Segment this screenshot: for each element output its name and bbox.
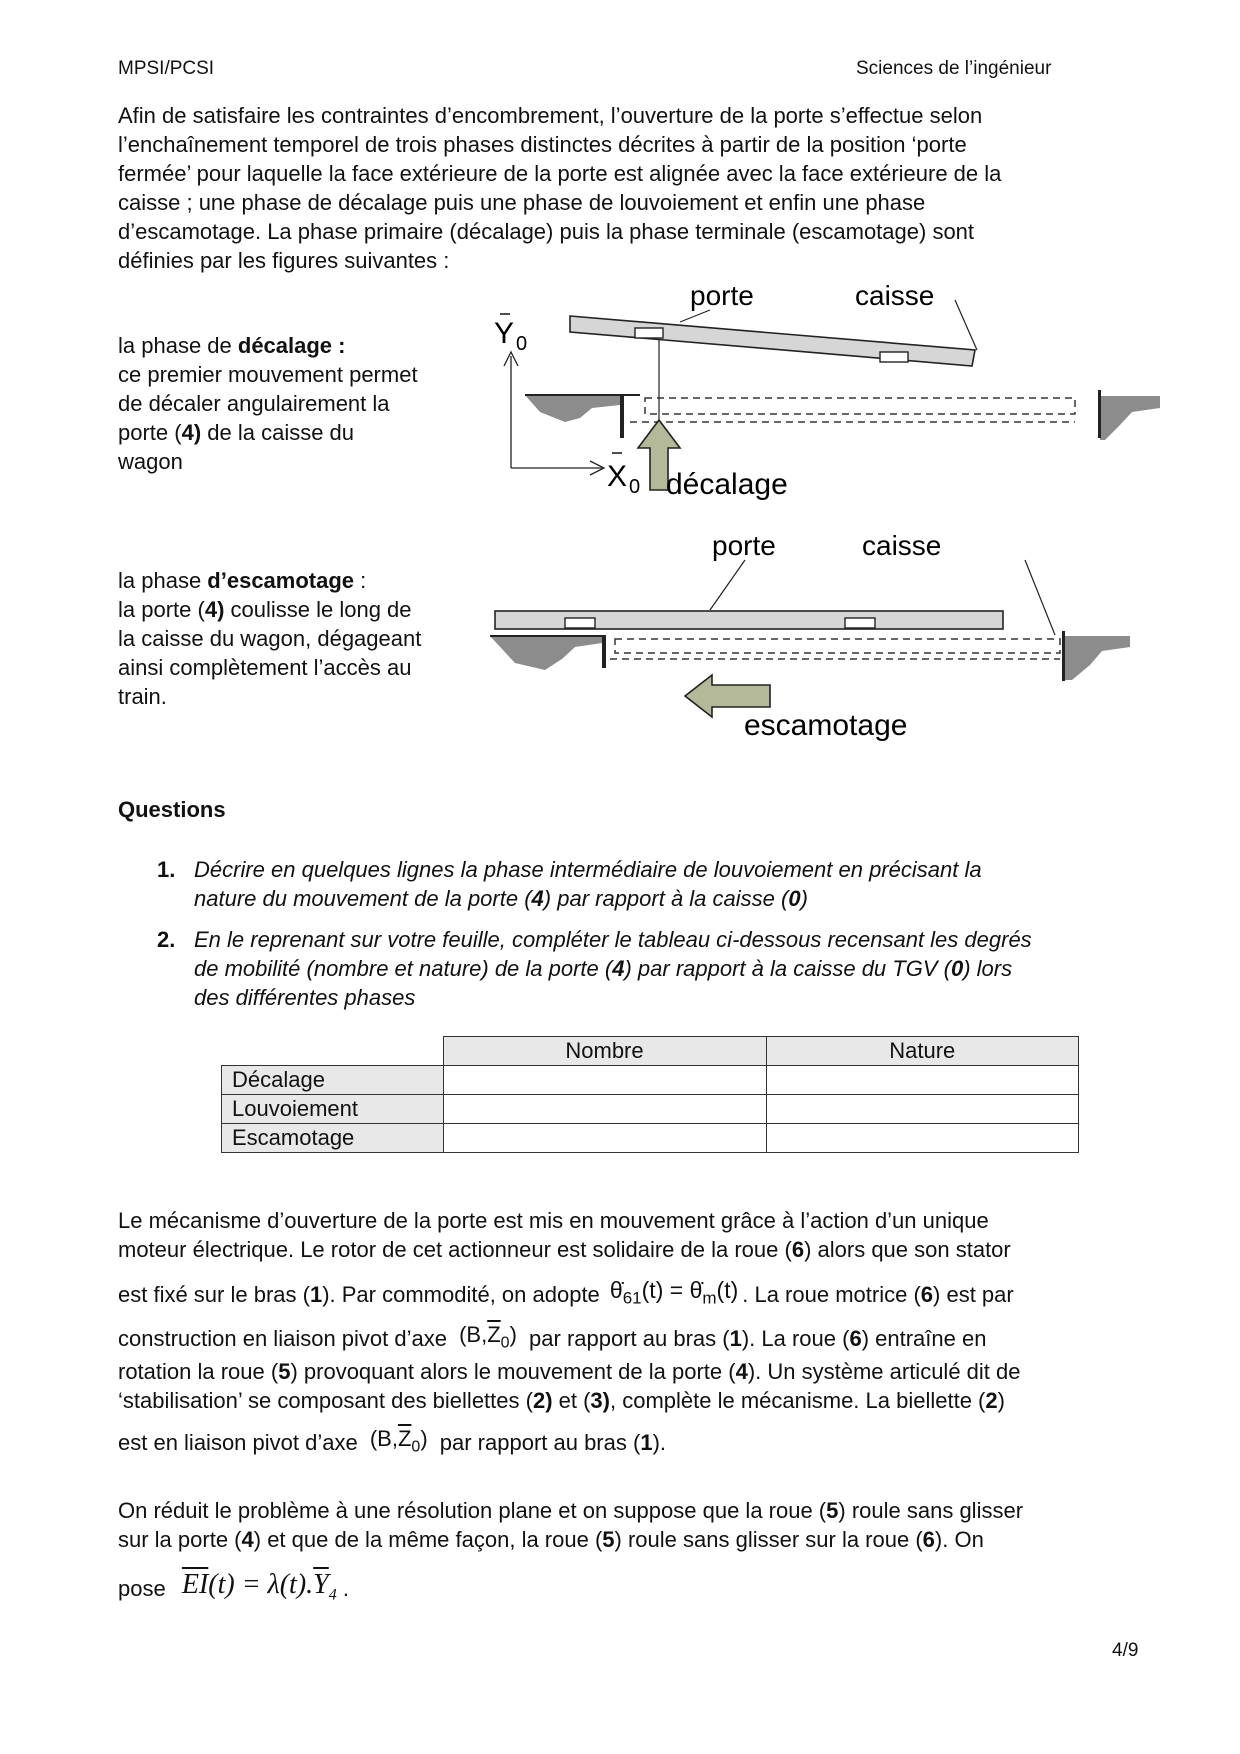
cell-nombre[interactable] <box>443 1066 766 1095</box>
caisse-leader <box>1025 560 1055 635</box>
phase2-line2b: 4) <box>204 597 225 622</box>
phase-escamotage-text <box>118 566 421 711</box>
table-header-row <box>222 1037 1079 1066</box>
phase1-line: wagon <box>118 449 183 474</box>
caisse-left-shape <box>490 636 602 670</box>
mech-line6: ‘stabilisation’ se composant des biellettes (2) et (3), complète le mécanisme. La biellette (2) <box>118 1388 1005 1413</box>
final-line3: pose $\overline{EI}(t) = \lambda(t).\overline{Y}_4$ . <box>118 1569 349 1604</box>
phase-decalage-text <box>118 331 418 476</box>
cell-nature[interactable] <box>766 1124 1079 1153</box>
x-axis-label: X <box>607 460 628 493</box>
phase1-bold: décalage : <box>237 333 346 358</box>
phase2-line2a: la porte ( <box>118 597 205 622</box>
figure-escamotage <box>490 530 1170 750</box>
mech-line2: moteur électrique. Le rotor de cet actionneur est solidaire de la roue (6) alors que son stator <box>118 1237 1011 1262</box>
table-row <box>222 1124 1079 1153</box>
q2-line1: En le reprenant sur votre feuille, compléter le tableau ci-dessous recensant les degrés <box>194 927 1032 952</box>
porte-leader <box>710 560 745 610</box>
q1-line1: Décrire en quelques lignes la phase intermédiaire de louvoiement en précisant la <box>194 857 982 882</box>
mech-line1: Le mécanisme d’ouverture de la porte est mis en mouvement grâce à l’action d’un unique <box>118 1208 989 1233</box>
q2-line3: des différentes phases <box>194 985 416 1010</box>
label-caisse: caisse <box>862 530 942 561</box>
intro-line: fermée’ pour laquelle la face extérieure de la porte est alignée avec la face extérieure de la <box>118 161 1002 186</box>
door-roller-right <box>880 352 908 362</box>
cell-nombre[interactable] <box>443 1124 766 1153</box>
x-axis-sub: 0 <box>629 476 641 498</box>
phase2-line: train. <box>118 684 167 709</box>
door-closed-outline <box>615 639 1060 653</box>
q2-number: 2. <box>157 927 176 952</box>
mech-line3: est fixé sur le bras (1). Par commodité, on adopte $\thetȧ_{61}(t)$ = $\thetȧ_m(t)$ . La roue motrice (6) est par <box>118 1277 1014 1308</box>
caisse-left-shape <box>525 395 620 422</box>
header-nature: Nature <box>766 1037 1079 1066</box>
label-caisse: caisse <box>855 280 935 311</box>
label-decalage: décalage <box>666 468 788 501</box>
caisse-left-edge <box>620 395 624 438</box>
phase2-line: la caisse du wagon, dégageant <box>118 626 422 651</box>
caisse-right-shape <box>1100 396 1160 440</box>
phase1-prefix: la phase de <box>118 333 238 358</box>
row-label: Décalage <box>222 1066 444 1095</box>
phase2-line: ainsi complètement l’accès au <box>118 655 412 680</box>
intro-line: définies par les figures suivantes : <box>118 248 450 273</box>
equation-EI: $\overline{EI}(t) = \lambda(t).\overline{Y}_4$ <box>181 1569 337 1604</box>
phase1-line: de décaler angulairement la <box>118 391 390 416</box>
phase2-bold: d’escamotage <box>207 568 355 593</box>
cell-nature[interactable] <box>766 1095 1079 1124</box>
table-row <box>222 1095 1079 1124</box>
intro-paragraph <box>118 101 1001 275</box>
header-nombre: Nombre <box>443 1037 766 1066</box>
table-row <box>222 1066 1079 1095</box>
questions-list <box>0 855 1240 1010</box>
phase1-line4b: 4) <box>181 420 202 445</box>
intro-line: l’enchaînement temporel de trois phases distinctes décrites à partir de la position ‘porte <box>118 132 967 157</box>
door-roller-left <box>565 618 595 628</box>
y-axis-sub: 0 <box>516 333 528 355</box>
intro-line: d’escamotage. La phase primaire (décalage) puis la phase terminale (escamotage) sont <box>118 219 975 244</box>
phase1-line: ce premier mouvement permet <box>118 362 418 387</box>
label-porte: porte <box>712 530 776 561</box>
mech-line4: construction en liaison pivot d’axe $(B,\overline{Z}_0)$ par rapport au bras (1). La roue (6) entraîne en <box>118 1322 987 1352</box>
phase1-line4c: de la caisse du <box>201 420 355 445</box>
q1-line2: nature du mouvement de la porte (4) par rapport à la caisse (0) <box>194 886 808 911</box>
porte-leader <box>680 310 710 322</box>
axis-b-z0: $(B,\overline{Z}_0)$ <box>459 1322 517 1352</box>
door-roller-left <box>635 328 663 338</box>
y-axis-label: Y <box>494 317 515 350</box>
caisse-left-edge <box>602 636 606 668</box>
mobility-table <box>221 1036 1079 1153</box>
phase1-line4a: porte ( <box>118 420 182 445</box>
final-line1: On réduit le problème à une résolution plane et on suppose que la roue (5) roule sans glisser <box>118 1498 1024 1523</box>
table-corner <box>222 1037 444 1066</box>
door-roller-right <box>845 618 875 628</box>
caisse-right-edge <box>1098 390 1101 438</box>
phase2-suffix: : <box>354 568 367 593</box>
phase2-line2c: coulisse le long de <box>224 597 412 622</box>
cell-nombre[interactable] <box>443 1095 766 1124</box>
page-number: 4/9 <box>1112 1640 1139 1661</box>
caisse-right-edge <box>1062 631 1065 681</box>
row-label: Escamotage <box>222 1124 444 1153</box>
label-escamotage: escamotage <box>744 709 908 742</box>
door-closed-outline <box>645 398 1075 414</box>
figure-decalage <box>480 280 1160 510</box>
caisse-right-shape <box>1065 636 1130 680</box>
mech-line7: est en liaison pivot d’axe $(B,\overline{Z}_0)$ par rapport au bras (1). <box>118 1426 667 1456</box>
equation-theta: $\thetȧ_{61}(t)$ = $\thetȧ_m(t)$ <box>609 1277 739 1308</box>
intro-line: caisse ; une phase de décalage puis une phase de louvoiement et enfin une phase <box>118 190 926 215</box>
questions-title: Questions <box>118 797 226 822</box>
header-left: MPSI/PCSI <box>118 58 215 79</box>
door-tilted <box>570 316 975 366</box>
label-porte: porte <box>690 280 754 311</box>
q1-number: 1. <box>157 857 176 882</box>
caisse-leader <box>955 300 977 350</box>
cell-nature[interactable] <box>766 1066 1079 1095</box>
final-line2: sur la porte (4) et que de la même façon, la roue (5) roule sans glisser sur la roue (6). On <box>118 1527 984 1552</box>
phase2-prefix: la phase <box>118 568 208 593</box>
axis-b-z0: $(B,\overline{Z}_0)$ <box>369 1426 428 1456</box>
q2-line2: de mobilité (nombre et nature) de la porte (4) par rapport à la caisse du TGV (0) lors <box>194 956 1013 981</box>
mech-line5: rotation la roue (5) provoquant alors le mouvement de la porte (4). Un système articulé dit de <box>118 1359 1021 1384</box>
intro-line: Afin de satisfaire les contraintes d’encombrement, l’ouverture de la porte s’effectue selon <box>118 103 983 128</box>
final-pose-text: pose <box>118 1576 166 1601</box>
row-label: Louvoiement <box>222 1095 444 1124</box>
header-right: Sciences de l’ingénieur <box>856 58 1052 79</box>
